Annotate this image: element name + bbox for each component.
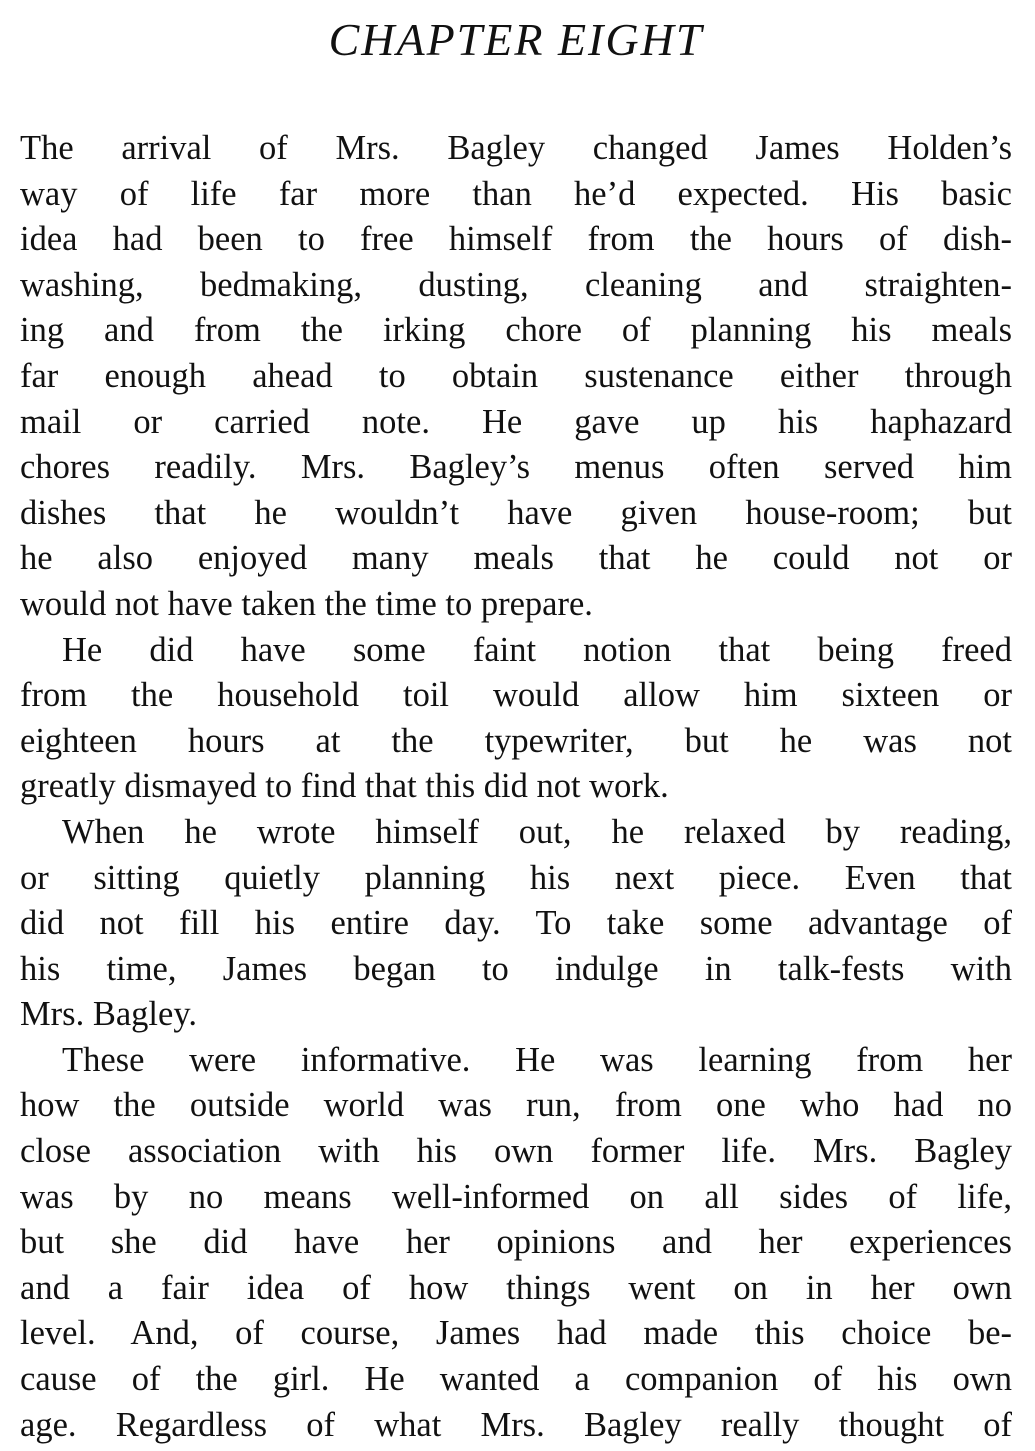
- text-line: Mrs. Bagley.: [20, 995, 197, 1034]
- text-line: and a fair idea of how things went on in her own: [20, 1268, 1012, 1307]
- paragraph-2: [20, 628, 1012, 810]
- text-line: from the household toil would allow him sixteen or: [20, 676, 1012, 715]
- text-line: greatly dismayed to find that this did not work.: [20, 767, 669, 806]
- text-line: washing, bedmaking, dusting, cleaning and straighten-: [20, 265, 1012, 304]
- text-line: would not have taken the time to prepare.: [20, 584, 593, 623]
- text-line: was by no means well-informed on all sides of life,: [20, 1177, 1012, 1216]
- text-line: far enough ahead to obtain sustenance either through: [20, 356, 1012, 395]
- text-line: chores readily. Mrs. Bagley’s menus often served him: [20, 448, 1012, 487]
- book-page: [20, 0, 1012, 1451]
- text-line: did not fill his entire day. To take some advantage of: [20, 904, 1012, 943]
- text-line: he also enjoyed many meals that he could not or: [20, 539, 1012, 578]
- text-line: mail or carried note. He gave up his haphazard: [20, 402, 1012, 441]
- paragraph-3: [20, 810, 1012, 1038]
- text-line: his time, James began to indulge in talk-fests with: [20, 949, 1012, 988]
- text-line: He did have some faint notion that being freed: [62, 630, 1012, 669]
- text-line: dishes that he wouldn’t have given house-room; but: [20, 493, 1012, 532]
- chapter-title: CHAPTER EIGHT: [328, 14, 704, 65]
- text-line: When he wrote himself out, he relaxed by reading,: [62, 812, 1012, 851]
- chapter-body: [20, 126, 1012, 1448]
- text-line: close association with his own former life. Mrs. Bagley: [20, 1132, 1012, 1171]
- text-line: age. Regardless of what Mrs. Bagley really thought of: [20, 1405, 1012, 1444]
- text-line: These were informative. He was learning from her: [62, 1040, 1012, 1079]
- text-line: how the outside world was run, from one who had no: [20, 1086, 1012, 1125]
- text-line: but she did have her opinions and her experiences: [20, 1223, 1012, 1262]
- text-line: ing and from the irking chore of planning his meals: [20, 311, 1012, 350]
- text-line: cause of the girl. He wanted a companion of his own: [20, 1360, 1012, 1399]
- paragraph-1: [20, 126, 1012, 628]
- text-line: idea had been to free himself from the hours of dish-: [20, 220, 1012, 259]
- text-line: way of life far more than he’d expected. His basic: [20, 174, 1012, 213]
- text-line: or sitting quietly planning his next piece. Even that: [20, 858, 1012, 897]
- text-line: The arrival of Mrs. Bagley changed James Holden’s: [20, 129, 1012, 167]
- text-line: eighteen hours at the typewriter, but he was not: [20, 721, 1012, 760]
- text-line: level. And, of course, James had made this choice be-: [20, 1314, 1012, 1353]
- paragraph-4: [20, 1038, 1012, 1448]
